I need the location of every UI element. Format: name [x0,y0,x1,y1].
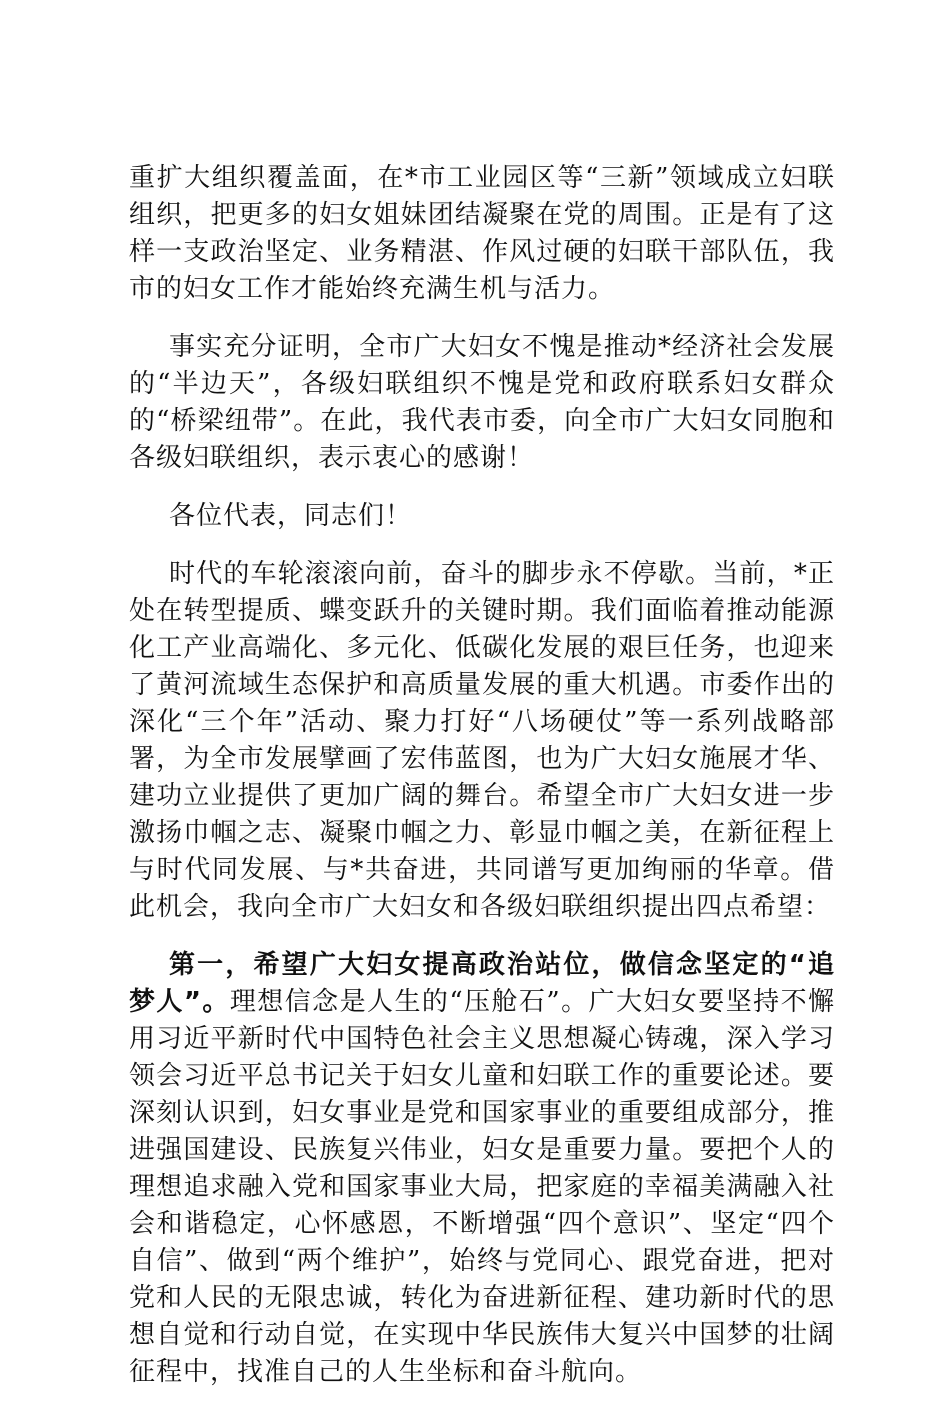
paragraph-era: 时代的车轮滚滚向前，奋斗的脚步永不停歇。当前，*正处在转型提质、蝶变跃升的关键时期。我们面临着推动能源化工产业高端化、多元化、低碳化发展的艰巨任务，也迎来了黄河流域生态保护和高质量发展的重大机遇。市委作出的深化“三个年”活动、聚力打好“八场硬仗”等一系列战略部署，为全市发展擘画了宏伟蓝图，也为广大妇女施展才华、建功立业提供了更加广阔的舞台。希望全市广大妇女进一步激扬巾帼之志、凝聚巾帼之力、彰显巾帼之美，在新征程上与时代同发展、与*共奋进，共同谱写更加绚丽的华章。借此机会，我向全市广大妇女和各级妇联组织提出四点希望： [129,559,835,922]
hope-first-body: 理想信念是人生的“压舱石”。广大妇女要坚持不懈用习近平新时代中国特色社会主义思想凝心铸魂，深入学习领会习近平总书记关于妇女儿童和妇联工作的重要论述。要深刻认识到，妇女事业是党和国家事业的重要组成部分，推进强国建设、民族复兴伟业，妇女是重要力量。要把个人的理想追求融入党和国家事业大局，把家庭的幸福美满融入社会和谐稳定，心怀感恩，不断增强“四个意识”、坚定“四个自信”、做到“两个维护”，始终与党同心、跟党奋进，把对党和人民的无限忠诚，转化为奋进新征程、建功新时代的思想自觉和行动自觉，在实现中华民族伟大复兴中国梦的壮阔征程中，找准自己的人生坐标和奋斗航向。 [129,987,836,1387]
document-page [129,160,835,1412]
paragraph-continued: 重扩大组织覆盖面，在*市工业园区等“三新”领域成立妇联组织，把更多的妇女姐妹团结凝聚在党的周围。正是有了这样一支政治坚定、业务精湛、作风过硬的妇联干部队伍，我市的妇女工作才能始终充满生机与活力。 [129,163,835,304]
paragraph-hope-first [129,947,835,1391]
hope-first-heading: 第一，希望广大妇女提高政治站位，做信念坚定的“追梦人”。 [129,950,835,1017]
paragraph-thanks: 事实充分证明，全市广大妇女不愧是推动*经济社会发展的“半边天”，各级妇联组织不愧是党和政府联系妇女群众的“桥梁纽带”。在此，我代表市委，向全市广大妇女同胞和各级妇联组织，表示衷心的感谢！ [129,332,835,473]
paragraph-salutation: 各位代表，同志们！ [169,501,413,531]
